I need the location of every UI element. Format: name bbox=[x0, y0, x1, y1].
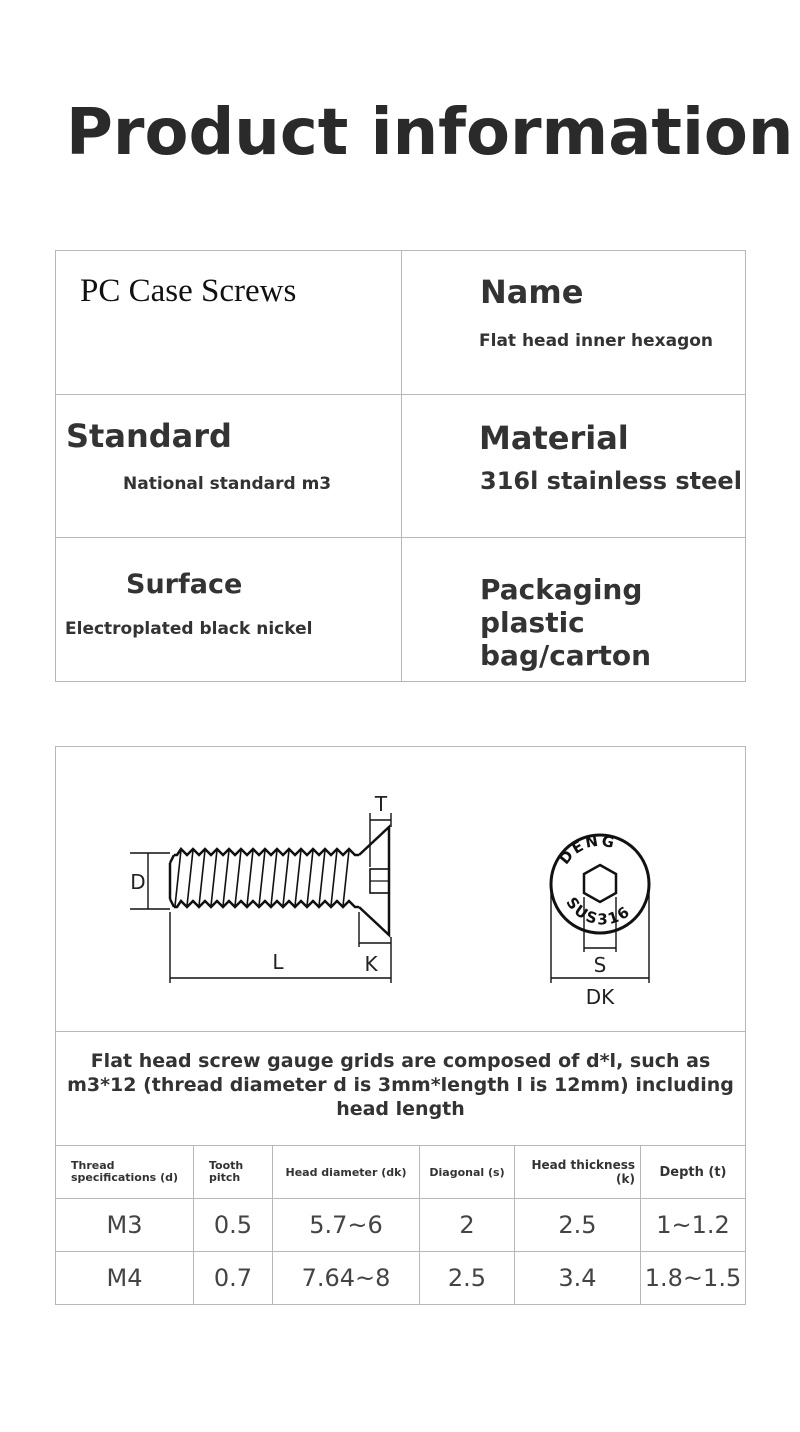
brand-name: PC Case Screws bbox=[80, 273, 297, 309]
label-l: L bbox=[272, 950, 284, 974]
header-head-diameter: Head diameter (dk) bbox=[273, 1146, 420, 1199]
svg-text:SUS316: SUS316 bbox=[562, 893, 635, 929]
header-thread-spec: Thread specifications (d) bbox=[56, 1146, 194, 1199]
header-depth: Depth (t) bbox=[641, 1146, 746, 1199]
diagram-separator bbox=[56, 1031, 745, 1032]
table-row bbox=[56, 1199, 746, 1252]
material-value: 316l stainless steel bbox=[480, 467, 742, 495]
cell-depth: 1.8~1.5 bbox=[641, 1252, 746, 1305]
label-s: S bbox=[593, 953, 607, 977]
surface-value: Electroplated black nickel bbox=[65, 619, 313, 639]
table-row bbox=[56, 1252, 746, 1305]
cell-diagonal: 2 bbox=[420, 1199, 515, 1252]
cell-pitch: 0.7 bbox=[194, 1252, 273, 1305]
cell-pitch: 0.5 bbox=[194, 1199, 273, 1252]
gauge-note: Flat head screw gauge grids are composed of d*l, such as m3*12 (thread diameter d is 3mm*length l is 12mm) including head length bbox=[67, 1050, 734, 1120]
grid-divider-vertical bbox=[401, 251, 402, 681]
label-t: T bbox=[374, 792, 388, 816]
product-info-grid bbox=[55, 250, 746, 682]
header-head-thickness: Head thickness (k) bbox=[515, 1146, 641, 1199]
standard-label: Standard bbox=[66, 417, 232, 455]
page-title: Product information bbox=[66, 96, 794, 170]
packaging-value: Packaging plastic bag/carton bbox=[480, 573, 652, 672]
dimensions-table bbox=[55, 1145, 746, 1305]
standard-value: National standard m3 bbox=[123, 474, 332, 494]
cell-head-diameter: 7.64~8 bbox=[273, 1252, 420, 1305]
svg-text:DENG: DENG bbox=[555, 831, 618, 868]
label-d: D bbox=[130, 870, 146, 894]
screw-diagram bbox=[56, 747, 745, 1031]
label-dk: DK bbox=[585, 985, 615, 1009]
material-label: Material bbox=[479, 419, 629, 457]
name-value: Flat head inner hexagon bbox=[479, 331, 714, 351]
cell-depth: 1~1.2 bbox=[641, 1199, 746, 1252]
cell-head-thickness: 2.5 bbox=[515, 1199, 641, 1252]
header-diagonal: Diagonal (s) bbox=[420, 1146, 515, 1199]
label-k: K bbox=[364, 952, 378, 976]
cell-diagonal: 2.5 bbox=[420, 1252, 515, 1305]
header-tooth-pitch: Tooth pitch bbox=[194, 1146, 273, 1199]
cell-head-thickness: 3.4 bbox=[515, 1252, 641, 1305]
surface-label: Surface bbox=[126, 569, 243, 600]
cell-thread: M3 bbox=[56, 1199, 194, 1252]
screw-side-view bbox=[170, 827, 389, 935]
grid-divider-row1 bbox=[56, 394, 745, 395]
name-label: Name bbox=[480, 273, 584, 311]
grid-divider-row2 bbox=[56, 537, 745, 538]
cell-thread: M4 bbox=[56, 1252, 194, 1305]
specification-panel bbox=[55, 746, 746, 1305]
cell-head-diameter: 5.7~6 bbox=[273, 1199, 420, 1252]
table-header-row bbox=[56, 1146, 746, 1199]
